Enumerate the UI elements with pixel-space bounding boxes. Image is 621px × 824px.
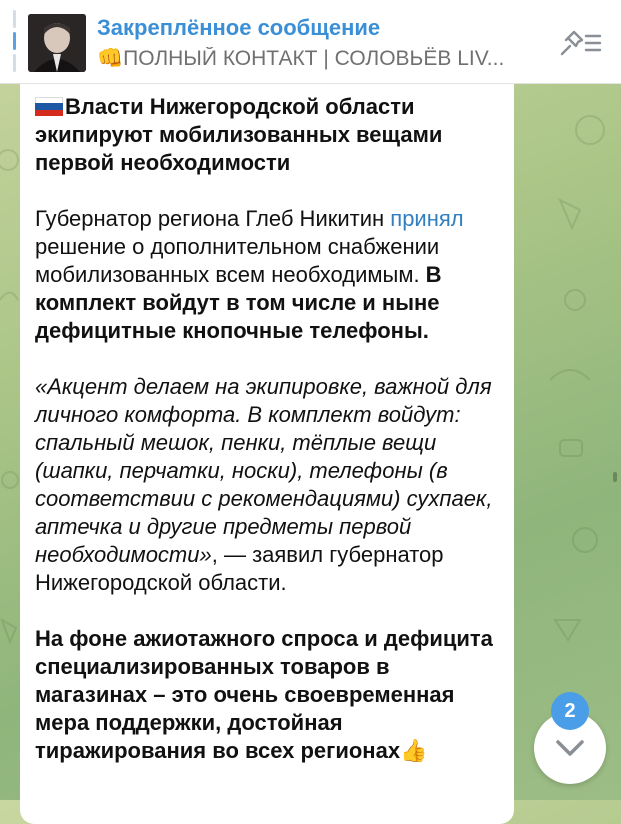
message-headline: Власти Нижегородской области экипируют мобилизованных вещами первой необходимости <box>35 94 443 175</box>
portrait-image <box>28 14 86 72</box>
pinned-preview-text <box>97 47 542 71</box>
message-conclusion <box>35 625 505 765</box>
pin-indicator-segment <box>13 54 16 72</box>
russian-flag-icon <box>35 97 63 116</box>
pin-indicator-segment-active <box>13 32 16 50</box>
message-quote <box>35 373 505 597</box>
quote-italic-text: «Акцент делаем на экипировке, важной для личного комфорта. В комплект войдут: спальный мешок, пенки, тёплые вещи (шапки, перчатки, носки), телефоны (в соответствии с рекомендациями) сухпаек, аптечка и другие предметы первой необходимости» <box>35 374 493 567</box>
unread-count-badge: 2 <box>551 692 589 730</box>
quote-attribution: , — заявил губернатор Нижегородской области. <box>35 542 444 595</box>
message-text <box>35 93 505 793</box>
pinned-list-icon[interactable] <box>556 28 602 58</box>
paragraph-1-text-continued: решение о дополнительном снабжении мобилизованных всем необходимым. <box>35 234 440 287</box>
accepted-link[interactable]: принял <box>390 206 464 231</box>
thumbs-up-emoji: 👍 <box>400 738 428 763</box>
message-paragraph-1 <box>35 205 505 345</box>
pinned-position-indicator <box>13 10 16 72</box>
pinned-message-thumbnail <box>28 14 86 72</box>
pinned-title: Закреплённое сообщение <box>97 15 381 40</box>
paragraph-1-bold-text: В комплект войдут в том числе и ныне дефицитные кнопочные телефоны. <box>35 262 442 343</box>
scrollbar-thumb[interactable] <box>613 472 617 482</box>
pinned-message-bar[interactable] <box>0 0 621 84</box>
pin-indicator-segment <box>13 10 16 28</box>
conclusion-text: На фоне ажиотажного спроса и дефицита специализированных товаров в магазинах – это очень своевременная мера поддержки, достойная тиражирования во всех регионах <box>35 626 493 763</box>
pinned-preview-label: ПОЛНЫЙ КОНТАКТ | СОЛОВЬЁВ LIV... <box>123 47 505 70</box>
paragraph-1-text: Губернатор региона Глеб Никитин <box>35 206 391 231</box>
message-headline-block <box>35 93 505 177</box>
fist-emoji: 👊 <box>97 47 124 70</box>
